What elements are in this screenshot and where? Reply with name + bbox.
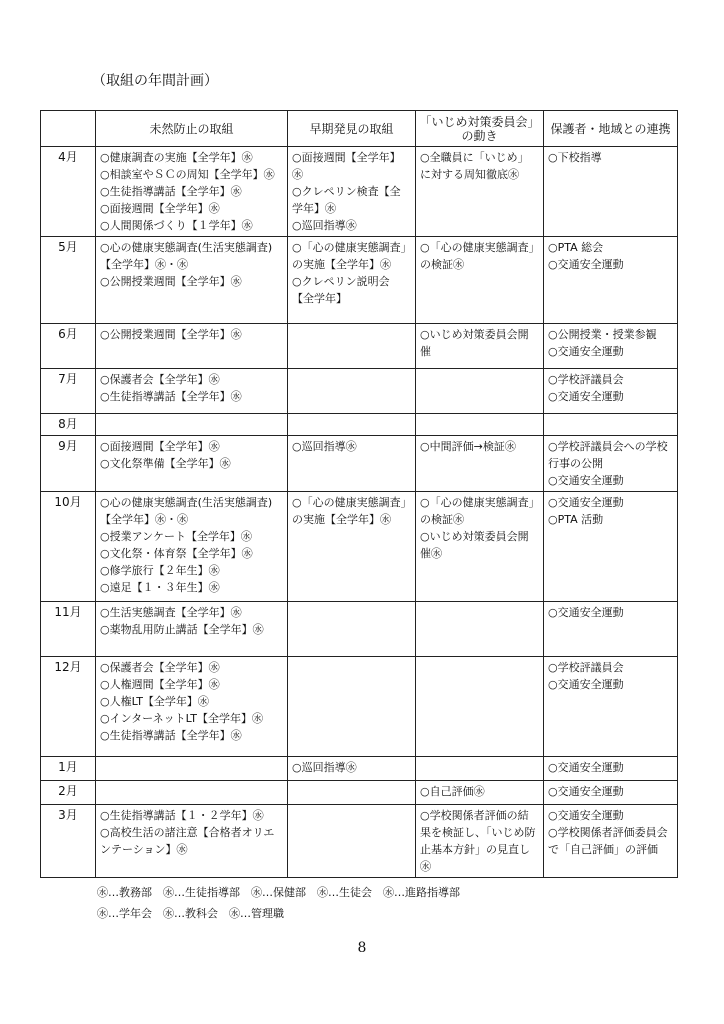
detection-item: ○クレペリン説明会【全学年】 xyxy=(292,275,390,305)
prevention-item: ○修学旅行【２年生】㊌ xyxy=(100,564,220,577)
prevention-item: ○薬物乱用防止講話【全学年】㊌ xyxy=(100,623,264,636)
community-cell xyxy=(544,492,678,602)
committee-cell xyxy=(416,602,544,657)
detection-cell xyxy=(288,657,416,757)
community-item: ○交通安全運動 xyxy=(548,345,624,358)
annual-plan-table xyxy=(40,110,678,878)
community-item: ○公開授業・授業参観 xyxy=(548,328,657,341)
page-title: （取組の年間計画） xyxy=(92,73,218,89)
header-detection: 早期発見の取組 xyxy=(288,111,416,147)
community-item: ○交通安全運動 xyxy=(548,390,624,403)
detection-cell xyxy=(288,781,416,805)
legend-line-1: ㊌…教務部 ㊌…生徒指導部 ㊌…保健部 ㊌…生徒会 ㊌…進路指導部 xyxy=(97,886,460,899)
prevention-item: ○生徒指導講話【全学年】㊌ xyxy=(100,185,242,198)
community-item: ○学校関係者評価委員会で「自己評価」の評価 xyxy=(548,826,668,856)
committee-item: ○「心の健康実態調査」の検証㊌ xyxy=(420,496,535,526)
prevention-cell xyxy=(96,781,288,805)
prevention-cell xyxy=(96,147,288,237)
community-item: ○交通安全運動 xyxy=(548,678,624,691)
detection-cell xyxy=(288,492,416,602)
committee-cell xyxy=(416,492,544,602)
month-cell: 2月 xyxy=(41,781,96,805)
community-cell xyxy=(544,237,678,324)
prevention-cell xyxy=(96,757,288,781)
community-cell xyxy=(544,602,678,657)
committee-cell xyxy=(416,757,544,781)
community-cell xyxy=(544,414,678,436)
community-cell xyxy=(544,147,678,237)
table-row xyxy=(41,805,678,878)
prevention-cell xyxy=(96,602,288,657)
prevention-item: ○生徒指導講話【全学年】㊌ xyxy=(100,390,242,403)
month-cell: 5月 xyxy=(41,237,96,324)
table-row xyxy=(41,147,678,237)
committee-cell xyxy=(416,147,544,237)
committee-cell xyxy=(416,237,544,324)
table-row xyxy=(41,436,678,492)
community-cell xyxy=(544,757,678,781)
prevention-cell xyxy=(96,414,288,436)
committee-item: ○中間評価→検証㊌ xyxy=(420,440,516,453)
prevention-item: ○文化祭・体育祭【全学年】㊌ xyxy=(100,547,253,560)
prevention-cell xyxy=(96,657,288,757)
prevention-item: ○面接週間【全学年】㊌ xyxy=(100,202,220,215)
prevention-item: ○生徒指導講話【全学年】㊌ xyxy=(100,729,242,742)
community-item: ○学校評議員会 xyxy=(548,661,624,674)
prevention-item: ○生徒指導講話【１・２学年】㊌ xyxy=(100,809,264,822)
table-row xyxy=(41,781,678,805)
detection-item: ○巡回指導㊌ xyxy=(292,761,357,774)
prevention-item: ○健康調査の実施【全学年】㊌ xyxy=(100,151,253,164)
committee-item: ○自己評価㊌ xyxy=(420,785,485,798)
detection-cell xyxy=(288,757,416,781)
committee-item: ○いじめ対策委員会開催 xyxy=(420,328,529,358)
detection-cell xyxy=(288,602,416,657)
community-item: ○交通安全運動 xyxy=(548,606,624,619)
table-row xyxy=(41,602,678,657)
table-row xyxy=(41,414,678,436)
detection-item: ○「心の健康実態調査」の実施【全学年】㊌ xyxy=(292,496,407,526)
prevention-item: ○心の健康実態調査(生活実態調査)【全学年】㊌・㊌ xyxy=(100,241,273,271)
page-number: 8 xyxy=(357,940,367,956)
detection-item: ○面接週間【全学年】㊌ xyxy=(292,151,401,181)
community-cell xyxy=(544,436,678,492)
detection-cell xyxy=(288,369,416,414)
prevention-cell xyxy=(96,324,288,369)
month-cell: 1月 xyxy=(41,757,96,781)
prevention-item: ○人権週間【全学年】㊌ xyxy=(100,678,220,691)
community-item: ○PTA 総会 xyxy=(548,241,604,254)
committee-item: ○全職員に「いじめ」に対する周知徹底㊌ xyxy=(420,151,529,181)
detection-item: ○「心の健康実態調査」の実施【全学年】㊌ xyxy=(292,241,407,271)
prevention-item: ○保護者会【全学年】㊌ xyxy=(100,373,220,386)
community-cell xyxy=(544,324,678,369)
prevention-item: ○面接週間【全学年】㊌ xyxy=(100,440,220,453)
prevention-item: ○人権LT【全学年】㊌ xyxy=(100,695,209,708)
month-cell: 4月 xyxy=(41,147,96,237)
committee-item: ○いじめ対策委員会開催㊌ xyxy=(420,530,529,560)
detection-cell xyxy=(288,414,416,436)
community-cell xyxy=(544,657,678,757)
header-committee: 「いじめ対策委員会」の動き xyxy=(416,111,544,147)
committee-cell xyxy=(416,657,544,757)
community-cell xyxy=(544,369,678,414)
prevention-cell xyxy=(96,492,288,602)
prevention-item: ○心の健康実態調査(生活実態調査)【全学年】㊌・㊌ xyxy=(100,496,273,526)
community-item: ○交通安全運動 xyxy=(548,258,624,271)
community-item: ○下校指導 xyxy=(548,151,602,164)
legend-line-2: ㊌…学年会 ㊌…教科会 ㊌…管理職 xyxy=(97,907,284,920)
prevention-cell xyxy=(96,237,288,324)
month-cell: 9月 xyxy=(41,436,96,492)
community-item: ○PTA 活動 xyxy=(548,513,604,526)
prevention-item: ○生活実態調査【全学年】㊌ xyxy=(100,606,242,619)
prevention-item: ○文化祭準備【全学年】㊌ xyxy=(100,457,231,470)
month-cell: 8月 xyxy=(41,414,96,436)
detection-cell xyxy=(288,237,416,324)
community-item: ○学校評議員会 xyxy=(548,373,624,386)
prevention-cell xyxy=(96,369,288,414)
detection-item: ○巡回指導㊌ xyxy=(292,219,357,232)
detection-item: ○クレペリン検査【全学年】㊌ xyxy=(292,185,401,215)
community-item: ○交通安全運動 xyxy=(548,496,624,509)
prevention-item: ○遠足【１・３年生】㊌ xyxy=(100,581,220,594)
prevention-item: ○インターネットLT【全学年】㊌ xyxy=(100,712,263,725)
month-cell: 10月 xyxy=(41,492,96,602)
committee-cell xyxy=(416,324,544,369)
committee-cell xyxy=(416,805,544,878)
month-cell: 7月 xyxy=(41,369,96,414)
prevention-cell xyxy=(96,805,288,878)
month-cell: 12月 xyxy=(41,657,96,757)
table-row xyxy=(41,237,678,324)
community-item: ○交通安全運動 xyxy=(548,474,624,487)
prevention-item: ○授業アンケート【全学年】㊌ xyxy=(100,530,252,543)
month-cell: 6月 xyxy=(41,324,96,369)
community-cell xyxy=(544,781,678,805)
detection-item: ○巡回指導㊌ xyxy=(292,440,357,453)
prevention-item: ○公開授業週間【全学年】㊌ xyxy=(100,275,242,288)
prevention-item: ○公開授業週間【全学年】㊌ xyxy=(100,328,242,341)
prevention-cell xyxy=(96,436,288,492)
month-cell: 3月 xyxy=(41,805,96,878)
community-cell xyxy=(544,805,678,878)
header-month xyxy=(41,111,96,147)
community-item: ○交通安全運動 xyxy=(548,785,624,798)
community-item: ○学校評議員会への学校行事の公開 xyxy=(548,440,668,470)
detection-cell xyxy=(288,324,416,369)
committee-item: ○「心の健康実態調査」の検証㊌ xyxy=(420,241,535,271)
committee-cell xyxy=(416,414,544,436)
table-body xyxy=(41,147,678,878)
community-item: ○交通安全運動 xyxy=(548,809,624,822)
table-row xyxy=(41,492,678,602)
table-row xyxy=(41,324,678,369)
prevention-item: ○人間関係づくり【１学年】㊌ xyxy=(100,219,253,232)
table-header-row xyxy=(41,111,678,147)
prevention-item: ○相談室やＳＣの周知【全学年】㊌ xyxy=(100,168,275,181)
table-row xyxy=(41,369,678,414)
prevention-item: ○保護者会【全学年】㊌ xyxy=(100,661,220,674)
prevention-item: ○高校生活の諸注意【合格者オリエンテーション】㊌ xyxy=(100,826,275,856)
header-community: 保護者・地域との連携 xyxy=(544,111,678,147)
detection-cell xyxy=(288,805,416,878)
community-item: ○交通安全運動 xyxy=(548,761,624,774)
committee-cell xyxy=(416,436,544,492)
header-prevention: 未然防止の取組 xyxy=(96,111,288,147)
committee-cell xyxy=(416,369,544,414)
committee-item: ○学校関係者評価の結果を検証し、「いじめ防止基本方針」の見直し㊌ xyxy=(420,809,536,873)
committee-cell xyxy=(416,781,544,805)
table-row xyxy=(41,757,678,781)
table-row xyxy=(41,657,678,757)
detection-cell xyxy=(288,147,416,237)
detection-cell xyxy=(288,436,416,492)
month-cell: 11月 xyxy=(41,602,96,657)
